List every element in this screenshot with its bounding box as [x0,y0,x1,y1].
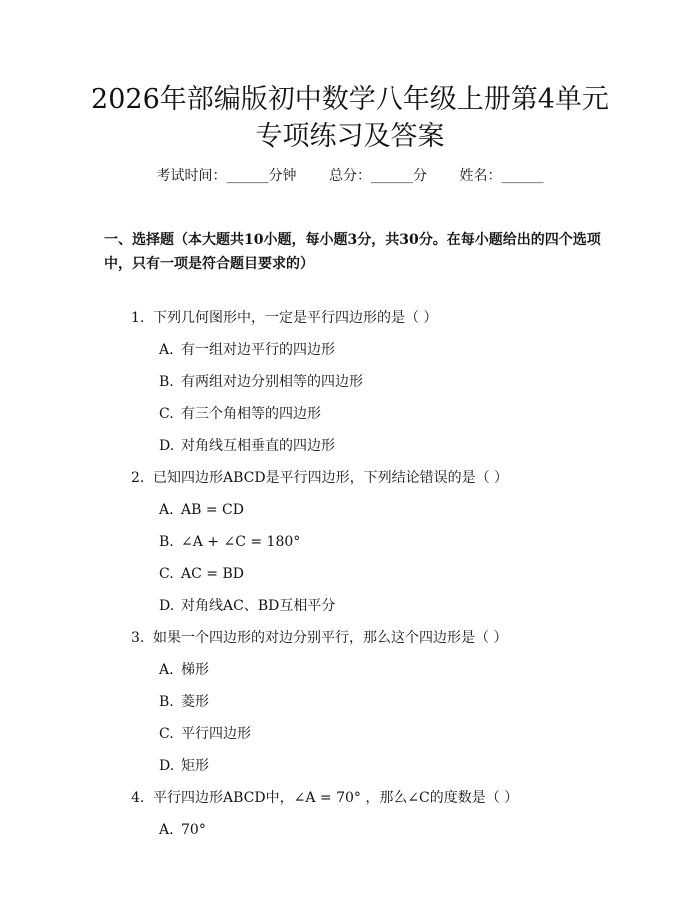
question-3 [131,631,507,645]
exam-meta [0,169,700,183]
option-label: C. [159,566,174,582]
question-1-option-d [159,439,335,453]
question-number: 1. [131,310,145,326]
option-text: 梯形 [181,662,209,678]
option-label: A. [159,502,174,518]
question-2-option-d [159,599,335,613]
option-text: 对角线AC、BD互相平分 [181,598,336,614]
option-label: C. [159,726,174,742]
option-label: B. [159,374,174,390]
question-1-option-b [159,375,363,389]
option-text: 菱形 [181,694,209,710]
option-text: 70° [181,822,206,838]
question-2-option-b [159,535,300,549]
question-1-option-a [159,343,335,357]
option-text: 矩形 [181,758,209,774]
exam-time: 考试时间：______分钟 [156,168,297,184]
document-title-line-2: 专项练习及答案 [255,121,445,152]
question-4-option-a [159,823,206,837]
option-label: D. [159,598,175,614]
option-label: A. [159,662,174,678]
option-label: B. [159,534,174,550]
option-text: 有一组对边平行的四边形 [181,342,335,358]
question-2 [131,471,508,485]
student-name: 姓名：______ [459,168,544,184]
option-label: A. [159,342,174,358]
question-1 [131,311,437,325]
question-text: 如果一个四边形的对边分别平行，那么这个四边形是（ ） [153,630,508,646]
question-4 [131,791,518,805]
option-text: AC = BD [181,566,244,582]
question-text: 平行四边形ABCD中，∠A = 70° ，那么∠C的度数是（ ） [153,790,519,806]
section-heading: 一、选择题（本大题共10小题，每小题3分，共30分。在每小题给出的四个选项中，只有一项是符合题目要求的） [104,232,601,272]
question-3-option-a [159,663,209,677]
option-label: D. [159,438,175,454]
question-3-option-c [159,727,251,741]
option-text: 有三个角相等的四边形 [181,406,321,422]
question-number: 2. [131,470,145,486]
option-label: B. [159,694,174,710]
option-text: AB = CD [181,502,244,518]
total-score: 总分：______分 [329,168,427,184]
option-label: D. [159,758,175,774]
question-number: 4. [131,790,145,806]
option-text: 有两组对边分别相等的四边形 [181,374,363,390]
option-label: C. [159,406,174,422]
question-3-option-b [159,695,209,709]
question-1-option-c [159,407,321,421]
question-2-option-a [159,503,244,517]
question-2-option-c [159,567,244,581]
option-text: 对角线互相垂直的四边形 [181,438,335,454]
option-text: 平行四边形 [181,726,251,742]
document-title-line-1: 2026年部编版初中数学八年级上册第4单元 [91,84,609,115]
question-3-option-d [159,759,209,773]
question-text: 已知四边形ABCD是平行四边形，下列结论错误的是（ ） [153,470,509,486]
question-number: 3. [131,630,145,646]
option-text: ∠A + ∠C = 180° [181,534,301,550]
question-text: 下列几何图形中，一定是平行四边形的是（ ） [153,310,438,326]
option-label: A. [159,822,174,838]
